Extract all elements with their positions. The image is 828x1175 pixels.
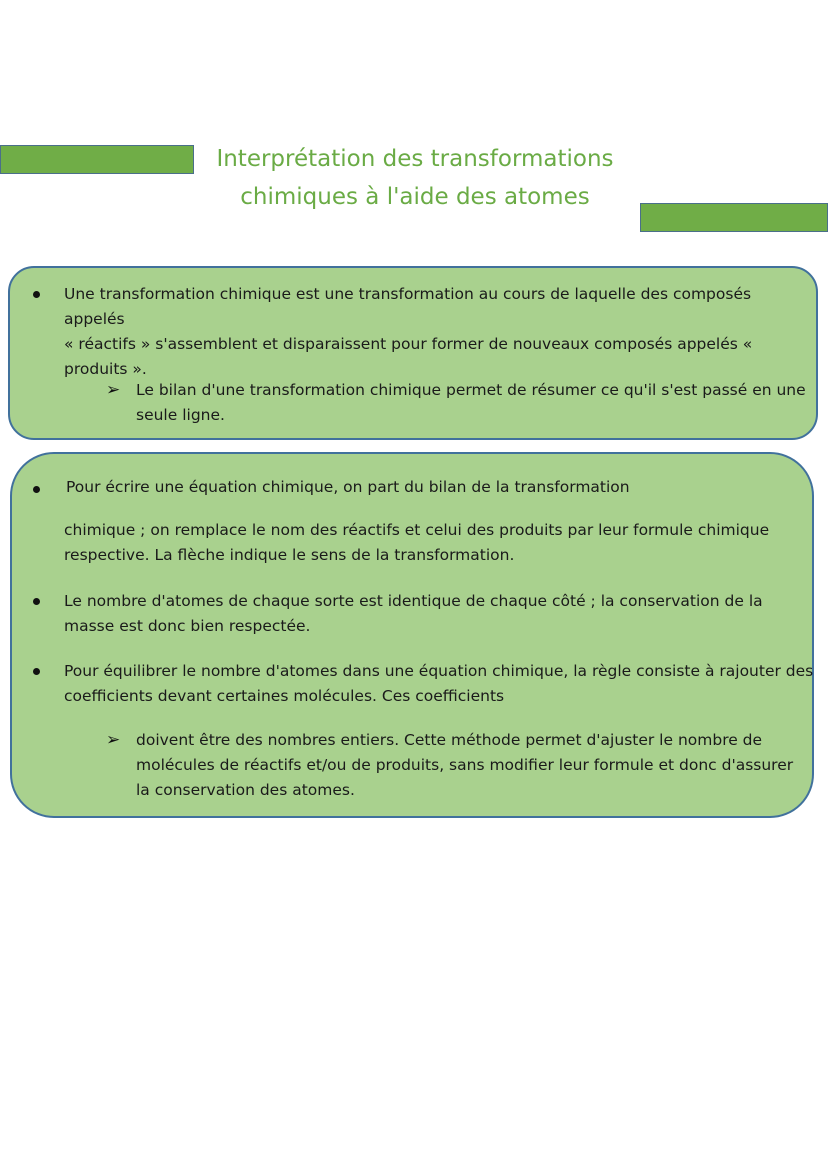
- box2-bullet1-first-line: Pour écrire une équation chimique, on part du bilan de la transformation: [66, 478, 630, 496]
- text-line: Le bilan d'une transformation chimique permet de résumer ce qu'il s'est passé en une: [136, 381, 806, 399]
- page-title-line-2: chimiques à l'aide des atomes: [240, 184, 590, 210]
- text-line: Pour équilibrer le nombre d'atomes dans une équation chimique, la règle consiste à rajouter des: [64, 662, 814, 680]
- title-right-bar: [640, 203, 828, 232]
- box1-bullet1-text: [64, 282, 816, 382]
- text-line: la conservation des atomes.: [136, 781, 355, 799]
- box2-bullet1-continuation: [64, 518, 808, 568]
- text-line: Le nombre d'atomes de chaque sorte est identique de chaque côté ; la conservation de la: [64, 592, 763, 610]
- page-title: [190, 140, 640, 216]
- bullet-icon: [33, 598, 40, 605]
- box2-bullet2-text: [64, 589, 808, 639]
- text-line: « réactifs » s'assemblent et disparaissent pour former de nouveaux composés appelés «: [64, 335, 753, 353]
- bullet-icon: [33, 668, 40, 675]
- text-line: produits ».: [64, 360, 147, 378]
- arrow-bullet-icon: ➢: [106, 380, 121, 400]
- text-line: doivent être des nombres entiers. Cette méthode permet d'ajuster le nombre de: [136, 731, 763, 749]
- arrow-bullet-icon: ➢: [106, 730, 121, 750]
- text-line: coefficients devant certaines molécules. Ces coefficients: [64, 687, 505, 705]
- text-line: masse est donc bien respectée.: [64, 617, 311, 635]
- title-left-bar: [0, 145, 194, 174]
- page-title-line-1: Interprétation des transformations: [216, 146, 614, 172]
- text-line: molécules de réactifs et/ou de produits, sans modifier leur formule et donc d'assurer: [136, 756, 794, 774]
- text-line: respective. La flèche indique le sens de la transformation.: [64, 546, 515, 564]
- text-line: Une transformation chimique est une transformation au cours de laquelle des composés appelés: [64, 285, 752, 328]
- text-line: seule ligne.: [136, 406, 225, 424]
- box1-sub1-text: [136, 378, 806, 428]
- box2-sub1-text: [136, 728, 808, 803]
- text-line: chimique ; on remplace le nom des réactifs et celui des produits par leur formule chimique: [64, 521, 770, 539]
- bullet-icon: [33, 486, 40, 493]
- bullet-icon: [33, 291, 40, 298]
- box2-bullet3-text: [64, 659, 824, 709]
